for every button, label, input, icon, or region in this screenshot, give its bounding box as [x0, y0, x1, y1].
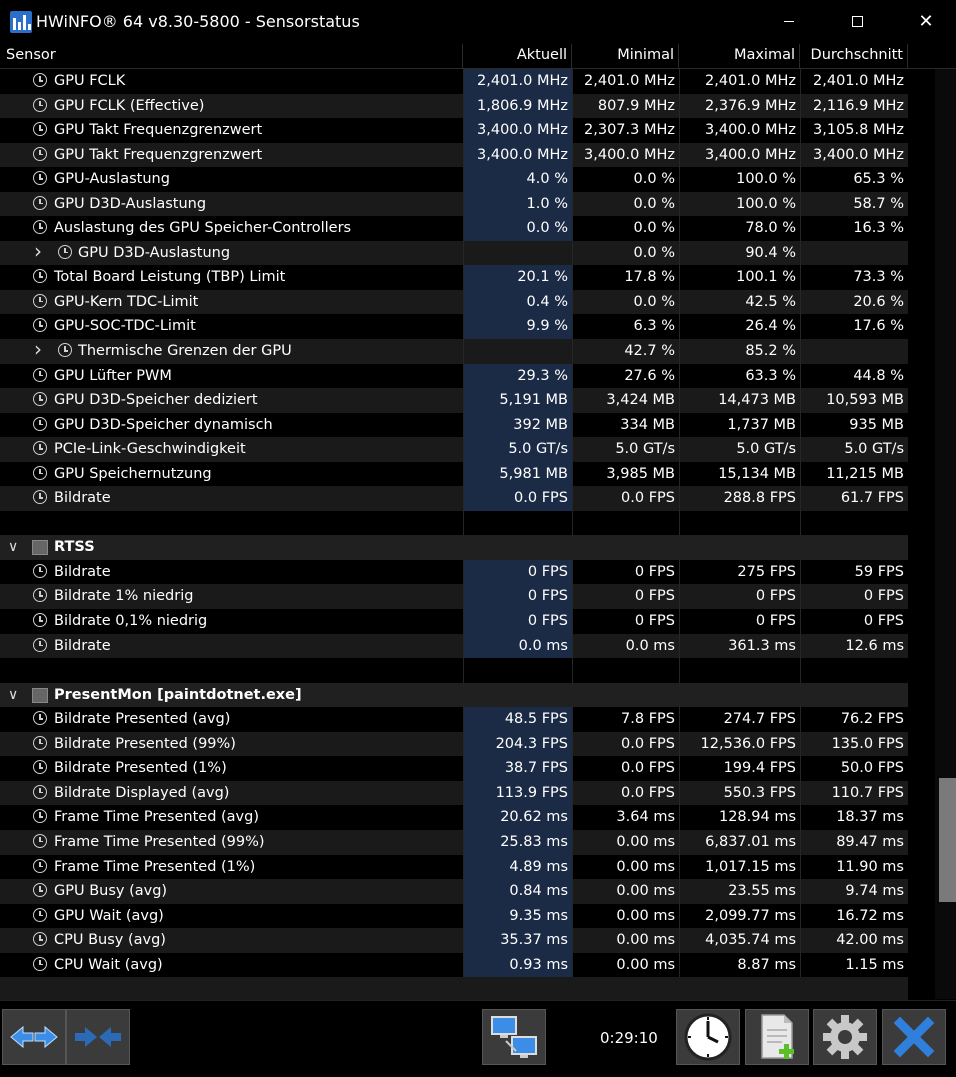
sensor-clock-icon [33, 785, 47, 799]
sensor-row[interactable] [0, 238, 908, 266]
avg-value: 20.6 % [800, 290, 908, 315]
min-value: 0.0 % [572, 167, 679, 192]
sensor-row[interactable] [0, 192, 908, 217]
min-value: 3,400.0 MHz [572, 143, 679, 168]
min-value: 27.6 % [572, 364, 679, 389]
blank-row [0, 511, 908, 536]
max-value: 1,017.15 ms [679, 855, 800, 880]
avg-value: 3,400.0 MHz [800, 143, 908, 168]
min-value: 0.00 ms [572, 879, 679, 904]
sensor-row[interactable] [0, 707, 908, 732]
max-value: 2,376.9 MHz [679, 94, 800, 119]
min-value: 42.7 % [572, 339, 679, 364]
min-value: 0.0 ms [572, 634, 679, 659]
min-value: 0.0 % [572, 241, 679, 266]
column-max[interactable]: Maximal [679, 44, 800, 68]
current-value [463, 241, 572, 266]
sensor-clock-icon [33, 932, 47, 946]
sensor-name: GPU-Kern TDC-Limit [54, 293, 199, 310]
current-value: 0.0 FPS [463, 486, 572, 511]
navigate-arrows-button[interactable] [2, 1009, 66, 1065]
avg-value: 5.0 GT/s [800, 437, 908, 462]
sensor-name: GPU Takt Frequenzgrenzwert [54, 122, 263, 139]
sensor-clock-icon [33, 908, 47, 922]
sensor-row[interactable] [0, 879, 908, 904]
elapsed-time: 0:29:10 [600, 1029, 658, 1047]
sensor-clock-icon [33, 638, 47, 652]
sensor-name: Frame Time Presented (99%) [54, 833, 265, 850]
avg-value: 0 FPS [800, 584, 908, 609]
sensor-name: GPU FCLK [54, 73, 126, 89]
max-value: 26.4 % [679, 314, 800, 339]
current-value: 25.83 ms [463, 830, 572, 855]
avg-value: 59 FPS [800, 560, 908, 585]
sensor-clock-icon [33, 711, 47, 725]
max-value: 274.7 FPS [679, 707, 800, 732]
window-title: HWiNFO® 64 v8.30-5800 - Sensorstatus [36, 12, 360, 31]
max-value: 23.55 ms [679, 879, 800, 904]
sensor-name: GPU Wait (avg) [54, 907, 164, 924]
avg-value: 9.74 ms [800, 879, 908, 904]
close-icon: ✕ [918, 10, 934, 32]
min-value: 0.0 % [572, 290, 679, 315]
avg-value: 89.47 ms [800, 830, 908, 855]
minimize-icon [784, 21, 794, 22]
column-sensor[interactable]: Sensor [0, 44, 463, 68]
min-value: 7.8 FPS [572, 707, 679, 732]
sensor-clock-icon [33, 269, 47, 283]
clock-icon [683, 1012, 733, 1062]
maximize-button[interactable] [834, 6, 880, 36]
sensor-row[interactable] [0, 388, 908, 413]
avg-value: 2,401.0 MHz [800, 69, 908, 94]
empty-cell [572, 511, 679, 536]
current-value: 1,806.9 MHz [463, 94, 572, 119]
converge-arrow-icon [73, 1022, 123, 1052]
sensor-row[interactable] [0, 781, 908, 806]
avg-value: 76.2 FPS [800, 707, 908, 732]
avg-value: 11,215 MB [800, 462, 908, 487]
current-value: 0.0 ms [463, 634, 572, 659]
max-value: 0 FPS [679, 584, 800, 609]
max-value: 1,737 MB [679, 413, 800, 438]
settings-button[interactable] [813, 1009, 877, 1065]
sensor-clock-icon [33, 809, 47, 823]
sensor-row[interactable] [0, 805, 908, 830]
collapse-arrows-button[interactable] [66, 1009, 130, 1065]
blank-row [0, 658, 908, 683]
max-value: 0 FPS [679, 609, 800, 634]
sensor-row[interactable] [0, 560, 908, 585]
current-value: 0 FPS [463, 560, 572, 585]
current-value: 0 FPS [463, 584, 572, 609]
empty-cell [572, 658, 679, 683]
sensor-clock-icon [33, 294, 47, 308]
avg-value: 3,105.8 MHz [800, 118, 908, 143]
sensor-name: Thermische Grenzen der GPU [78, 343, 292, 360]
min-value: 0 FPS [572, 609, 679, 634]
avg-value [800, 339, 908, 364]
sensor-row[interactable] [0, 732, 908, 757]
current-value: 3,400.0 MHz [463, 143, 572, 168]
sensor-name: GPU Speichernutzung [54, 465, 212, 482]
sensor-row[interactable] [0, 756, 908, 781]
sensor-row[interactable] [0, 953, 908, 978]
collapse-chevron-icon[interactable]: ∨ [8, 686, 19, 703]
current-value: 0.4 % [463, 290, 572, 315]
avg-value: 17.6 % [800, 314, 908, 339]
max-value: 63.3 % [679, 364, 800, 389]
min-value: 2,307.3 MHz [572, 118, 679, 143]
chip-icon [32, 688, 48, 703]
min-value: 334 MB [572, 413, 679, 438]
min-value: 0 FPS [572, 560, 679, 585]
avg-value: 2,116.9 MHz [800, 94, 908, 119]
min-value: 0.00 ms [572, 928, 679, 953]
min-value: 807.9 MHz [572, 94, 679, 119]
sensor-clock-icon [33, 564, 47, 578]
sensor-name: Frame Time Presented (avg) [54, 809, 260, 826]
group-name: RTSS [54, 539, 95, 556]
min-value: 0.0 FPS [572, 756, 679, 781]
min-value: 0.0 FPS [572, 781, 679, 806]
title-bar [0, 0, 956, 44]
max-value: 3,400.0 MHz [679, 118, 800, 143]
sensor-clock-icon [58, 245, 72, 259]
sensor-row[interactable] [0, 855, 908, 880]
logging-button[interactable] [745, 1009, 809, 1065]
sensor-clock-icon [33, 196, 47, 210]
sensor-clock-icon [33, 613, 47, 627]
max-value: 42.5 % [679, 290, 800, 315]
max-value: 5.0 GT/s [679, 437, 800, 462]
bottom-toolbar [0, 1000, 956, 1077]
current-value: 9.35 ms [463, 904, 572, 929]
min-value: 2,401.0 MHz [572, 69, 679, 94]
sensor-row[interactable] [0, 216, 908, 241]
max-value: 15,134 MB [679, 462, 800, 487]
avg-value: 0 FPS [800, 609, 908, 634]
max-value: 361.3 ms [679, 634, 800, 659]
current-value: 20.62 ms [463, 805, 572, 830]
current-value: 20.1 % [463, 265, 572, 290]
sensor-name: GPU D3D-Auslastung [78, 244, 231, 261]
minimize-button[interactable] [766, 6, 812, 36]
close-button[interactable] [903, 6, 949, 36]
empty-cell [800, 658, 908, 683]
sensor-clock-icon [33, 834, 47, 848]
sensor-clock-icon [33, 760, 47, 774]
current-value: 48.5 FPS [463, 707, 572, 732]
max-value: 3,400.0 MHz [679, 143, 800, 168]
gear-icon [820, 1012, 870, 1062]
sensor-clock-icon [33, 220, 47, 234]
max-value: 4,035.74 ms [679, 928, 800, 953]
max-value: 12,536.0 FPS [679, 732, 800, 757]
sensor-name: GPU D3D-Speicher dynamisch [54, 416, 273, 433]
sensor-row[interactable] [0, 265, 908, 290]
min-value: 6.3 % [572, 314, 679, 339]
avg-value: 935 MB [800, 413, 908, 438]
avg-value: 12.6 ms [800, 634, 908, 659]
max-value: 14,473 MB [679, 388, 800, 413]
avg-value: 16.3 % [800, 216, 908, 241]
max-value: 2,401.0 MHz [679, 69, 800, 94]
max-value: 8.87 ms [679, 953, 800, 978]
sensor-clock-icon [33, 98, 47, 112]
max-value: 288.8 FPS [679, 486, 800, 511]
sensor-row[interactable] [0, 143, 908, 168]
sensor-row[interactable] [0, 462, 908, 487]
expand-chevron-icon[interactable]: › [34, 337, 42, 362]
sensor-clock-icon [33, 392, 47, 406]
sensor-row[interactable] [0, 584, 908, 609]
sensor-group-row[interactable] [0, 683, 908, 708]
max-value: 90.4 % [679, 241, 800, 266]
sensor-name: GPU Busy (avg) [54, 883, 168, 900]
min-value: 0.0 % [572, 192, 679, 217]
sensor-row[interactable] [0, 167, 908, 192]
sensor-name: Bildrate Presented (avg) [54, 711, 231, 728]
column-header [0, 44, 956, 69]
avg-value: 65.3 % [800, 167, 908, 192]
current-value: 5,191 MB [463, 388, 572, 413]
current-value: 9.9 % [463, 314, 572, 339]
sensor-clock-icon [33, 122, 47, 136]
column-avg[interactable]: Durchschnitt [800, 44, 908, 68]
sensor-clock-icon [33, 588, 47, 602]
min-value: 17.8 % [572, 265, 679, 290]
min-value: 3,985 MB [572, 462, 679, 487]
sensor-name: GPU D3D-Auslastung [54, 195, 207, 212]
sensor-name: Bildrate [54, 563, 111, 580]
exit-button[interactable] [882, 1009, 946, 1065]
hwinfo-app-icon [10, 11, 32, 33]
sensor-row[interactable] [0, 339, 908, 364]
empty-cell [463, 511, 572, 536]
current-value: 0 FPS [463, 609, 572, 634]
sensor-name: CPU Busy (avg) [54, 932, 166, 949]
sensor-name: Bildrate 0,1% niedrig [54, 613, 208, 630]
current-value: 38.7 FPS [463, 756, 572, 781]
sensor-clock-icon [33, 73, 47, 87]
min-value: 0.00 ms [572, 855, 679, 880]
avg-value: 18.37 ms [800, 805, 908, 830]
scrollbar-thumb[interactable] [939, 778, 956, 902]
sensor-row[interactable] [0, 609, 908, 634]
sensor-clock-icon [33, 318, 47, 332]
avg-value: 10,593 MB [800, 388, 908, 413]
avg-value: 61.7 FPS [800, 486, 908, 511]
current-value [463, 339, 572, 364]
close-x-icon [892, 1015, 936, 1059]
chip-icon [32, 540, 48, 555]
add-log-file-icon [754, 1012, 800, 1062]
sensor-name: Total Board Leistung (TBP) Limit [54, 269, 286, 286]
sensor-name: GPU-Auslastung [54, 171, 170, 188]
sensor-row[interactable] [0, 486, 908, 511]
collapse-chevron-icon[interactable]: ∨ [8, 539, 19, 556]
current-value: 204.3 FPS [463, 732, 572, 757]
empty-cell [679, 658, 800, 683]
sensor-clock-icon [33, 417, 47, 431]
current-value: 29.3 % [463, 364, 572, 389]
sensor-name: Bildrate Displayed (avg) [54, 784, 230, 801]
sensor-table [0, 69, 908, 1002]
avg-value: 50.0 FPS [800, 756, 908, 781]
network-button[interactable] [482, 1009, 546, 1065]
current-value: 4.89 ms [463, 855, 572, 880]
current-value: 35.37 ms [463, 928, 572, 953]
current-value: 5.0 GT/s [463, 437, 572, 462]
sensor-clock-icon [33, 441, 47, 455]
sensor-name: Bildrate [54, 490, 111, 507]
min-value: 0.00 ms [572, 953, 679, 978]
min-value: 0 FPS [572, 584, 679, 609]
sensor-clock-icon [33, 859, 47, 873]
current-value: 1.0 % [463, 192, 572, 217]
sensor-group-row[interactable] [0, 535, 908, 560]
empty-cell [463, 658, 572, 683]
sensor-clock-icon [33, 368, 47, 382]
max-value: 6,837.01 ms [679, 830, 800, 855]
column-current[interactable]: Aktuell [463, 44, 572, 68]
sensor-row[interactable] [0, 413, 908, 438]
sensor-name: Frame Time Presented (1%) [54, 858, 256, 875]
sensor-name: GPU D3D-Speicher dediziert [54, 392, 258, 409]
max-value: 85.2 % [679, 339, 800, 364]
current-value: 2,401.0 MHz [463, 69, 572, 94]
sensor-clock-icon [33, 147, 47, 161]
avg-value: 110.7 FPS [800, 781, 908, 806]
avg-value [800, 241, 908, 266]
expand-chevron-icon[interactable]: › [34, 238, 42, 263]
sensor-name: Bildrate 1% niedrig [54, 588, 194, 605]
sensor-row[interactable] [0, 437, 908, 462]
min-value: 3.64 ms [572, 805, 679, 830]
sensor-name: GPU FCLK (Effective) [54, 97, 205, 114]
min-value: 0.00 ms [572, 830, 679, 855]
max-value: 128.94 ms [679, 805, 800, 830]
sensor-clock-icon [33, 736, 47, 750]
sensor-row[interactable] [0, 314, 908, 339]
sensor-name: PCIe-Link-Geschwindigkeit [54, 441, 246, 458]
current-value: 0.0 % [463, 216, 572, 241]
sensor-clock-icon [33, 490, 47, 504]
sensor-row[interactable] [0, 290, 908, 315]
current-value: 392 MB [463, 413, 572, 438]
current-value: 3,400.0 MHz [463, 118, 572, 143]
sensor-clock-icon [33, 466, 47, 480]
sensor-name: Auslastung des GPU Speicher-Controllers [54, 220, 352, 237]
avg-value: 16.72 ms [800, 904, 908, 929]
max-value: 100.0 % [679, 167, 800, 192]
current-value: 4.0 % [463, 167, 572, 192]
sensor-name: GPU Lüfter PWM [54, 367, 172, 384]
max-value: 100.0 % [679, 192, 800, 217]
sensor-row[interactable] [0, 634, 908, 659]
sensor-clock-icon [58, 343, 72, 357]
sensor-row[interactable] [0, 118, 908, 143]
avg-value: 1.15 ms [800, 953, 908, 978]
min-value: 0.0 FPS [572, 732, 679, 757]
min-value: 0.0 FPS [572, 486, 679, 511]
sensor-clock-icon [33, 957, 47, 971]
group-name: PresentMon [paintdotnet.exe] [54, 686, 302, 703]
min-value: 0.00 ms [572, 904, 679, 929]
max-value: 199.4 FPS [679, 756, 800, 781]
sensor-row[interactable] [0, 904, 908, 929]
current-value: 0.84 ms [463, 879, 572, 904]
empty-cell [800, 511, 908, 536]
sensor-name: Bildrate [54, 637, 111, 654]
current-value: 113.9 FPS [463, 781, 572, 806]
min-value: 5.0 GT/s [572, 437, 679, 462]
network-computers-icon [488, 1013, 540, 1061]
sensor-row[interactable] [0, 830, 908, 855]
maximize-icon [852, 16, 863, 27]
sensor-clock-icon [33, 883, 47, 897]
sensor-row[interactable] [0, 928, 908, 953]
sensor-name: Bildrate Presented (1%) [54, 760, 227, 777]
avg-value: 73.3 % [800, 265, 908, 290]
column-min[interactable]: Minimal [572, 44, 679, 68]
current-value: 0.93 ms [463, 953, 572, 978]
max-value: 550.3 FPS [679, 781, 800, 806]
max-value: 100.1 % [679, 265, 800, 290]
avg-value: 135.0 FPS [800, 732, 908, 757]
sensor-row[interactable] [0, 69, 908, 94]
avg-value: 42.00 ms [800, 928, 908, 953]
sensor-name: Bildrate Presented (99%) [54, 735, 236, 752]
sensor-name: GPU Takt Frequenzgrenzwert [54, 146, 263, 163]
avg-value: 11.90 ms [800, 855, 908, 880]
max-value: 2,099.77 ms [679, 904, 800, 929]
blank-row [0, 977, 908, 1002]
min-value: 3,424 MB [572, 388, 679, 413]
sensor-row[interactable] [0, 364, 908, 389]
max-value: 78.0 % [679, 216, 800, 241]
double-arrow-icon [9, 1022, 59, 1052]
sensor-name: CPU Wait (avg) [54, 956, 163, 973]
avg-value: 58.7 % [800, 192, 908, 217]
empty-cell [679, 511, 800, 536]
reset-clock-button[interactable] [676, 1009, 740, 1065]
sensor-name: GPU-SOC-TDC-Limit [54, 318, 196, 335]
max-value: 275 FPS [679, 560, 800, 585]
sensor-clock-icon [33, 171, 47, 185]
min-value: 0.0 % [572, 216, 679, 241]
current-value: 5,981 MB [463, 462, 572, 487]
sensor-row[interactable] [0, 94, 908, 119]
avg-value: 44.8 % [800, 364, 908, 389]
